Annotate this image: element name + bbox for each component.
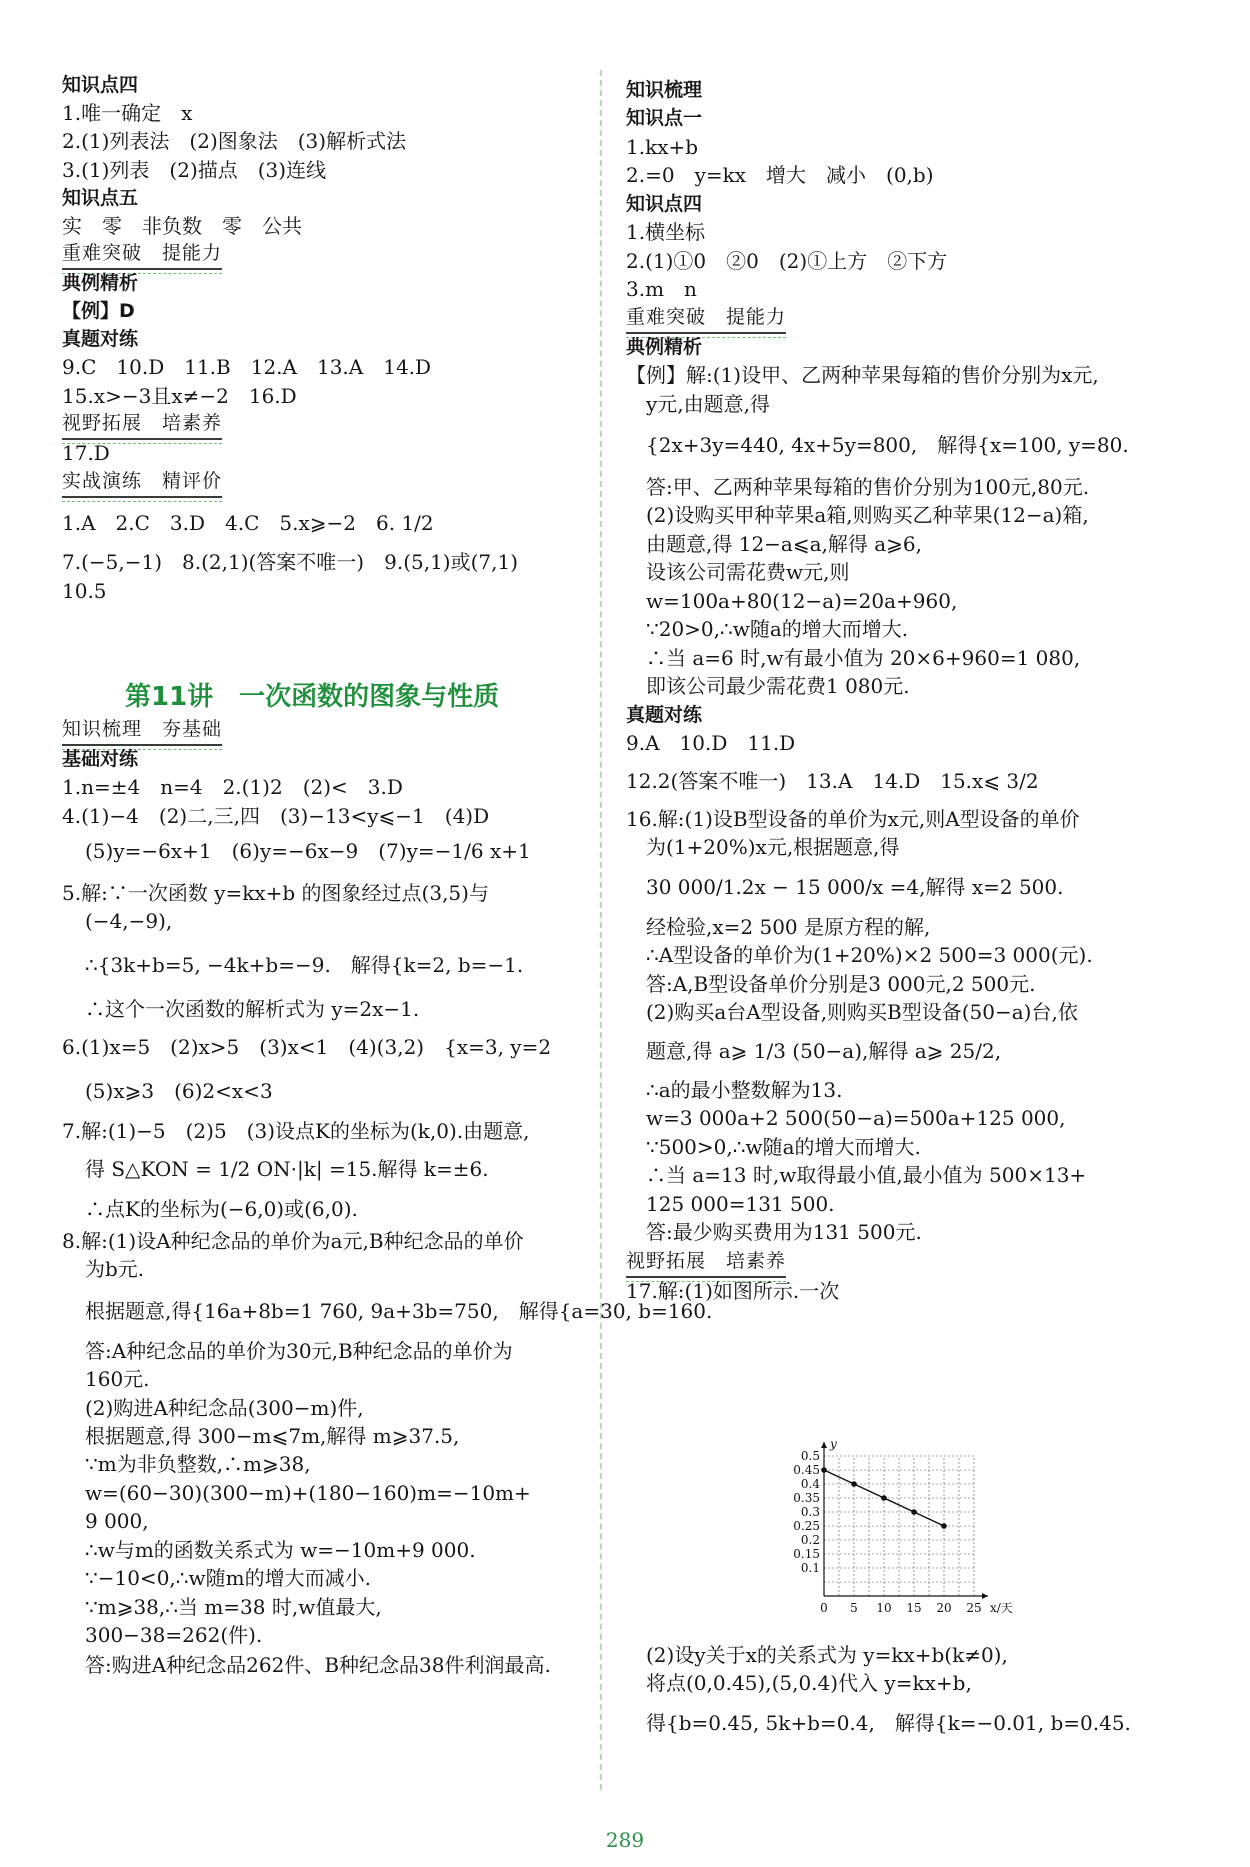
text-line: 答:甲、乙两种苹果每箱的售价分别为100元,80元. [646, 475, 1090, 499]
text-line: y元,由题意,得 [646, 392, 771, 416]
data-point [941, 1523, 947, 1529]
text-line: w=100a+80(12−a)=20a+960, [646, 589, 958, 613]
text-line: 为(1+20%)x元,根据题意,得 [646, 835, 900, 859]
text-line: 9.A 10.D 11.D [626, 731, 796, 755]
heading: 知识点四 [62, 74, 139, 96]
text-line: 1.横坐标 [626, 220, 706, 244]
text-line: 15.x>−3且x≠−2 16.D [62, 384, 297, 408]
x-tick-label: 0 [820, 1601, 828, 1615]
text-line: 160元. [85, 1367, 150, 1391]
text-line: (5)y=−6x+1 (6)y=−6x−9 (7)y=−1/6 x+1 [85, 839, 531, 863]
y-tick-label: 0.3 [800, 1505, 820, 1519]
answer-line: 【例】D [62, 300, 135, 322]
text-line: ∵500>0,∴w随a的增大而增大. [646, 1135, 921, 1159]
text-line: 设该公司需花费w元,则 [646, 560, 850, 584]
text-line: 10.5 [62, 579, 107, 603]
text-line: 将点(0,0.45),(5,0.4)代入 y=kx+b, [646, 1671, 972, 1695]
text-line: 答:购进A种纪念品262件、B种纪念品38件利润最高. [85, 1653, 551, 1677]
heading: 基础对练 [62, 748, 139, 770]
text-line: 即该公司最少需花费1 080元. [646, 674, 910, 698]
equation-line: 得{b=0.45, 5k+b=0.4, 解得{k=−0.01, b=0.45. [646, 1711, 1131, 1735]
text-line: 1.n=±4 n=4 2.(1)2 (2)< 3.D [62, 775, 403, 799]
section-label: 视野拓展 培素养 [62, 410, 222, 440]
equation-line: {2x+3y=440, 4x+5y=800, 解得{x=100, y=80. [646, 433, 1129, 457]
text-line: ∵−10<0,∴w随m的增大而减小. [85, 1566, 371, 1590]
x-tick-label: 15 [906, 1601, 922, 1615]
text-line: ∵20>0,∴w随a的增大而增大. [646, 617, 909, 641]
text-line: 答:最少购买费用为131 500元. [646, 1220, 922, 1244]
text-line: 答:A种纪念品的单价为30元,B种纪念品的单价为 [85, 1339, 513, 1363]
section-label: 重难突破 提能力 [626, 304, 786, 334]
page-number: 289 [605, 1828, 645, 1852]
section-label: 实战演练 精评价 [62, 468, 222, 498]
section-label: 视野拓展 培素养 [626, 1248, 786, 1278]
text-line: 5.解:∵一次函数 y=kx+b 的图象经过点(3,5)与 [62, 881, 489, 905]
x-tick-label: 25 [966, 1601, 982, 1615]
text-line: 由题意,得 12−a⩽a,解得 a⩾6, [646, 532, 923, 556]
text-line: 题意,得 a⩾ 1/3 (50−a),解得 a⩾ 25/2, [646, 1039, 1002, 1063]
text-line: 300−38=262(件). [85, 1623, 263, 1647]
text-line: ∴这个一次函数的解析式为 y=2x−1. [85, 997, 420, 1021]
text-line: (2)设购买甲种苹果a箱,则购买乙种苹果(12−a)箱, [646, 503, 1089, 527]
text-line: 9 000, [85, 1509, 149, 1533]
text-line: 1.A 2.C 3.D 4.C 5.x⩾−2 6. 1/2 [62, 511, 434, 535]
text-line: 17.D [62, 441, 110, 465]
equation-line: 根据题意,得{16a+8b=1 760, 9a+3b=750, 解得{a=30, b=160. [85, 1299, 713, 1323]
text-line: 3.(1)列表 (2)描点 (3)连线 [62, 158, 327, 182]
text-line: 7.(−5,−1) 8.(2,1)(答案不唯一) 9.(5,1)或(7,1) [62, 550, 519, 574]
heading: 真题对练 [626, 704, 703, 726]
heading: 知识点四 [626, 193, 703, 215]
text-line: ∴当 a=6 时,w有最小值为 20×6+960=1 080, [646, 646, 1081, 670]
text-line: (2)设y关于x的关系式为 y=kx+b(k≠0), [646, 1643, 1008, 1667]
y-tick-label: 0.45 [793, 1463, 820, 1477]
y-tick-label: 0.4 [800, 1477, 820, 1491]
equation-line: 30 000/1.2x − 15 000/x =4,解得 x=2 500. [646, 875, 1064, 899]
text-line: ∴w与m的函数关系式为 w=−10m+9 000. [85, 1538, 476, 1562]
text-line: (−4,−9), [85, 909, 173, 933]
heading: 知识点一 [626, 107, 703, 129]
chapter-title: 第11讲 一次函数的图象与性质 [125, 682, 500, 712]
text-line: ∴A型设备的单价为(1+20%)×2 500=3 000(元). [646, 943, 1093, 967]
text-line: 答:A,B型设备单价分别是3 000元,2 500元. [646, 972, 1036, 996]
text-line: 8.解:(1)设A种纪念品的单价为a元,B种纪念品的单价 [62, 1229, 524, 1253]
y-tick-label: 0.5 [800, 1449, 820, 1463]
text-line: 经检验,x=2 500 是原方程的解, [646, 915, 931, 939]
text-line: 1.kx+b [626, 135, 699, 159]
x-axis-label: x/天 [990, 1601, 1013, 1615]
text-line: 2.=0 y=kx 增大 减小 (0,b) [626, 163, 934, 187]
data-point [851, 1481, 857, 1487]
text-line: 2.(1)列表法 (2)图象法 (3)解析式法 [62, 129, 407, 153]
section-label: 知识梳理 夯基础 [62, 716, 222, 746]
heading: 真题对练 [62, 328, 139, 350]
text-line: 【例】解:(1)设甲、乙两种苹果每箱的售价分别为x元, [626, 363, 1099, 387]
text-line: 12.2(答案不唯一) 13.A 14.D 15.x⩽ 3/2 [626, 769, 1039, 793]
text-line: ∴a的最小整数解为13. [646, 1078, 843, 1102]
y-axis-arrow [821, 1442, 827, 1448]
y-tick-label: 0.1 [800, 1561, 820, 1575]
text-line: 2.(1)①0 ②0 (2)①上方 ②下方 [626, 249, 948, 273]
line-chart [784, 1436, 1013, 1626]
text-line: ∴点K的坐标为(−6,0)或(6,0). [85, 1197, 358, 1221]
text-line: 得 S△KON = 1/2 ON·|k| =15.解得 k=±6. [85, 1157, 489, 1181]
heading: 典例精析 [626, 336, 703, 358]
data-point [881, 1495, 887, 1501]
text-line: (5)x⩾3 (6)2<x<3 [85, 1079, 273, 1103]
text-line: 17.解:(1)如图所示.一次 [626, 1279, 840, 1303]
data-point [911, 1509, 917, 1515]
x-tick-label: 5 [850, 1601, 858, 1615]
text-line: (2)购进A种纪念品(300−m)件, [85, 1396, 364, 1420]
y-axis-label: y [830, 1437, 837, 1451]
column-divider [600, 70, 602, 1790]
x-tick-label: 20 [936, 1601, 952, 1615]
text-line: 9.C 10.D 11.B 12.A 13.A 14.D [62, 355, 432, 379]
text-line: 实 零 非负数 零 公共 [62, 214, 302, 238]
y-tick-label: 0.2 [800, 1533, 820, 1547]
text-line: 根据题意,得 300−m⩽7m,解得 m⩾37.5, [85, 1424, 460, 1448]
text-line: ∵m为非负整数,∴m⩾38, [85, 1452, 311, 1476]
equation-line: ∴{3k+b=5, −4k+b=−9. 解得{k=2, b=−1. [85, 953, 524, 977]
text-line: 125 000=131 500. [646, 1192, 835, 1216]
section-label: 重难突破 提能力 [62, 240, 222, 270]
x-tick-label: 10 [876, 1601, 892, 1615]
data-point [821, 1467, 827, 1473]
text-line: 6.(1)x=5 (2)x>5 (3)x<1 (4)(3,2) {x=3, y=2 [62, 1035, 552, 1059]
heading: 典例精析 [62, 272, 139, 294]
y-tick-label: 0.15 [793, 1547, 820, 1561]
text-line: ∵m⩾38,∴当 m=38 时,w值最大, [85, 1595, 382, 1619]
text-line: 3.m n [626, 277, 697, 301]
heading: 知识梳理 [626, 79, 703, 101]
text-line: ∴当 a=13 时,w取得最小值,最小值为 500×13+ [646, 1163, 1087, 1187]
text-line: w=3 000a+2 500(50−a)=500a+125 000, [646, 1106, 1066, 1130]
x-axis-arrow [982, 1593, 988, 1599]
text-line: 4.(1)−4 (2)二,三,四 (3)−13<y⩽−1 (4)D [62, 804, 490, 828]
text-line: (2)购买a台A型设备,则购买B型设备(50−a)台,依 [646, 1000, 1078, 1024]
heading: 知识点五 [62, 187, 139, 209]
text-line: 7.解:(1)−5 (2)5 (3)设点K的坐标为(k,0).由题意, [62, 1119, 530, 1143]
text-line: 16.解:(1)设B型设备的单价为x元,则A型设备的单价 [626, 807, 1080, 831]
text-line: 为b元. [85, 1257, 145, 1281]
text-line: w=(60−30)(300−m)+(180−160)m=−10m+ [85, 1481, 531, 1505]
y-tick-label: 0.35 [793, 1491, 820, 1505]
text-line: 1.唯一确定 x [62, 101, 193, 125]
y-tick-label: 0.25 [793, 1519, 820, 1533]
